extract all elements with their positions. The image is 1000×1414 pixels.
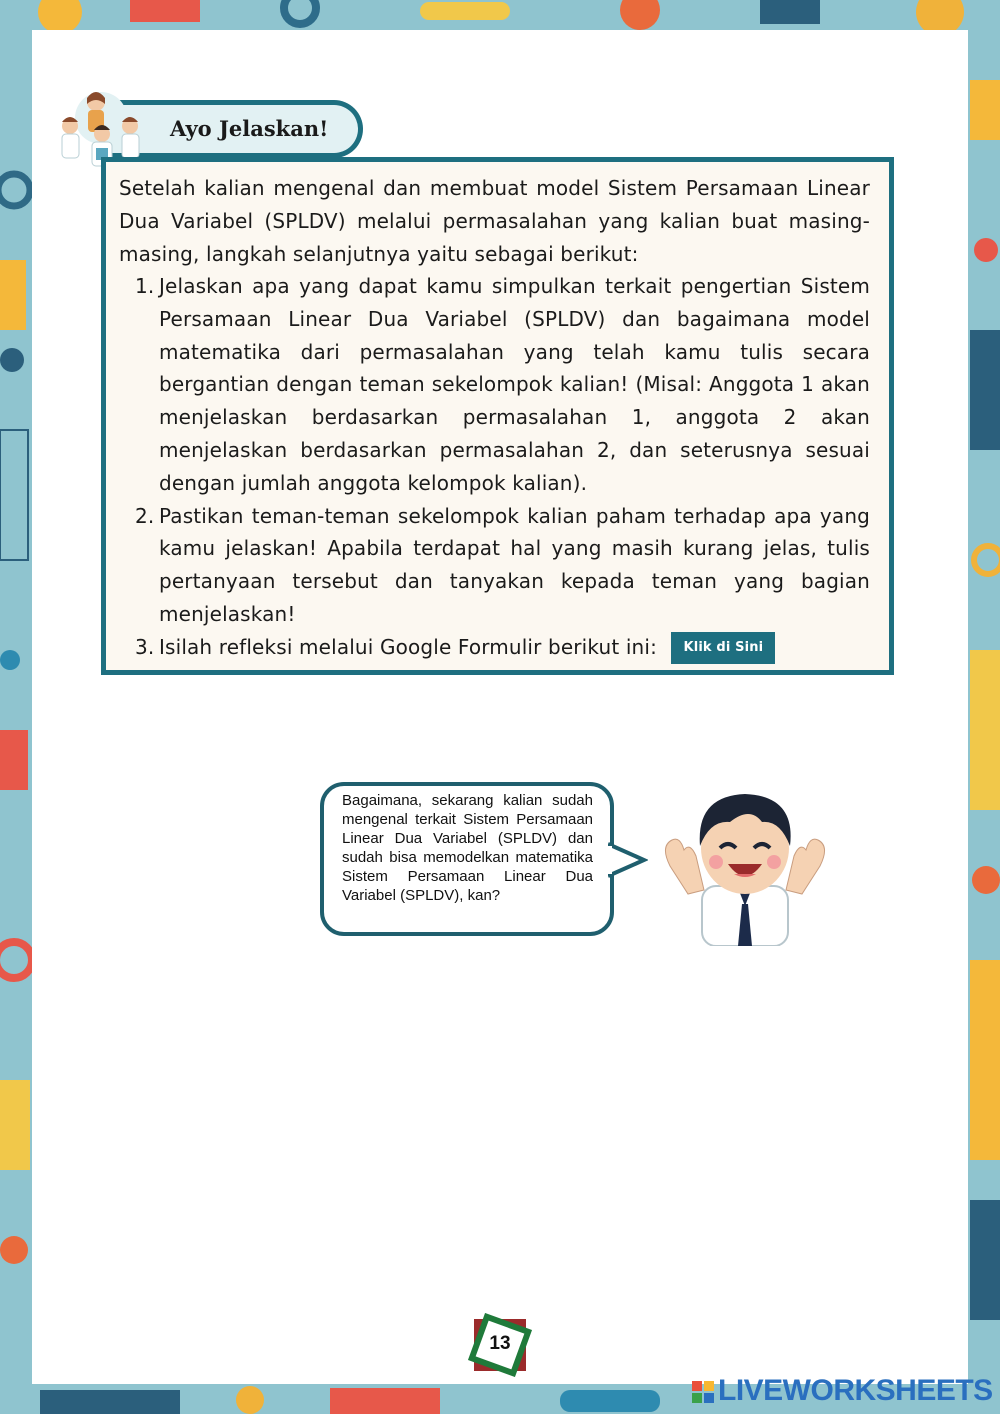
step-text: Pastikan teman-teman sekelompok kalian paham terhadap apa yang kamu jelaskan! Apabila terdapat hal yang masih kurang jelas, tulis pertanyaan tersebut dan tanyakan kepada teman yang bagian menjelaskan! bbox=[159, 503, 870, 626]
step-number: 2. bbox=[135, 503, 155, 528]
steps-list bbox=[119, 270, 870, 664]
section-title: Ayo Jelaskan! bbox=[170, 116, 329, 141]
step-item bbox=[119, 500, 870, 631]
step-item bbox=[119, 631, 870, 665]
liveworksheets-logo-icon bbox=[692, 1381, 714, 1403]
step-item bbox=[119, 270, 870, 500]
watermark-text: LIVEWORKSHEETS bbox=[718, 1374, 993, 1407]
liveworksheets-watermark bbox=[692, 1374, 993, 1408]
speech-bubble-tail bbox=[608, 840, 648, 880]
step-text: Jelaskan apa yang dapat kamu simpulkan terkait pengertian Sistem Persamaan Linear Dua Variabel (SPLDV) dan bagaimana model matematika dari permasalahan yang telah kamu tulis secara bergantian dengan teman sekelompok kalian! (Misal: Anggota 1 akan menjelaskan berdasarkan permasalahan 1, anggota 2 akan menjelaskan berdasarkan permasalahan 2, dan seterusnya sesuai dengan jumlah anggota kelompok kalian). bbox=[159, 274, 870, 495]
intro-paragraph: Setelah kalian mengenal dan membuat model Sistem Persamaan Linear Dua Variabel (SPLDV) melalui permasalahan yang kalian buat masing-masing, langkah selanjutnya yaitu sebagai berikut: bbox=[119, 176, 870, 266]
google-form-link-button[interactable]: Klik di Sini bbox=[671, 632, 775, 664]
speech-text: Bagaimana, sekarang kalian sudah mengenal terkait Sistem Persamaan Linear Dua Variabel (SPLDV) dan sudah bisa memodelkan matematika Sistem Persamaan Linear Dua Variabel (SPLDV), kan? bbox=[342, 792, 593, 904]
happy-boy-illustration bbox=[650, 776, 840, 946]
step-number: 3. bbox=[135, 634, 155, 659]
page-number: 13 bbox=[489, 1333, 511, 1354]
step-number: 1. bbox=[135, 274, 155, 298]
step-text: Isilah refleksi melalui Google Formulir berikut ini: bbox=[159, 634, 657, 659]
